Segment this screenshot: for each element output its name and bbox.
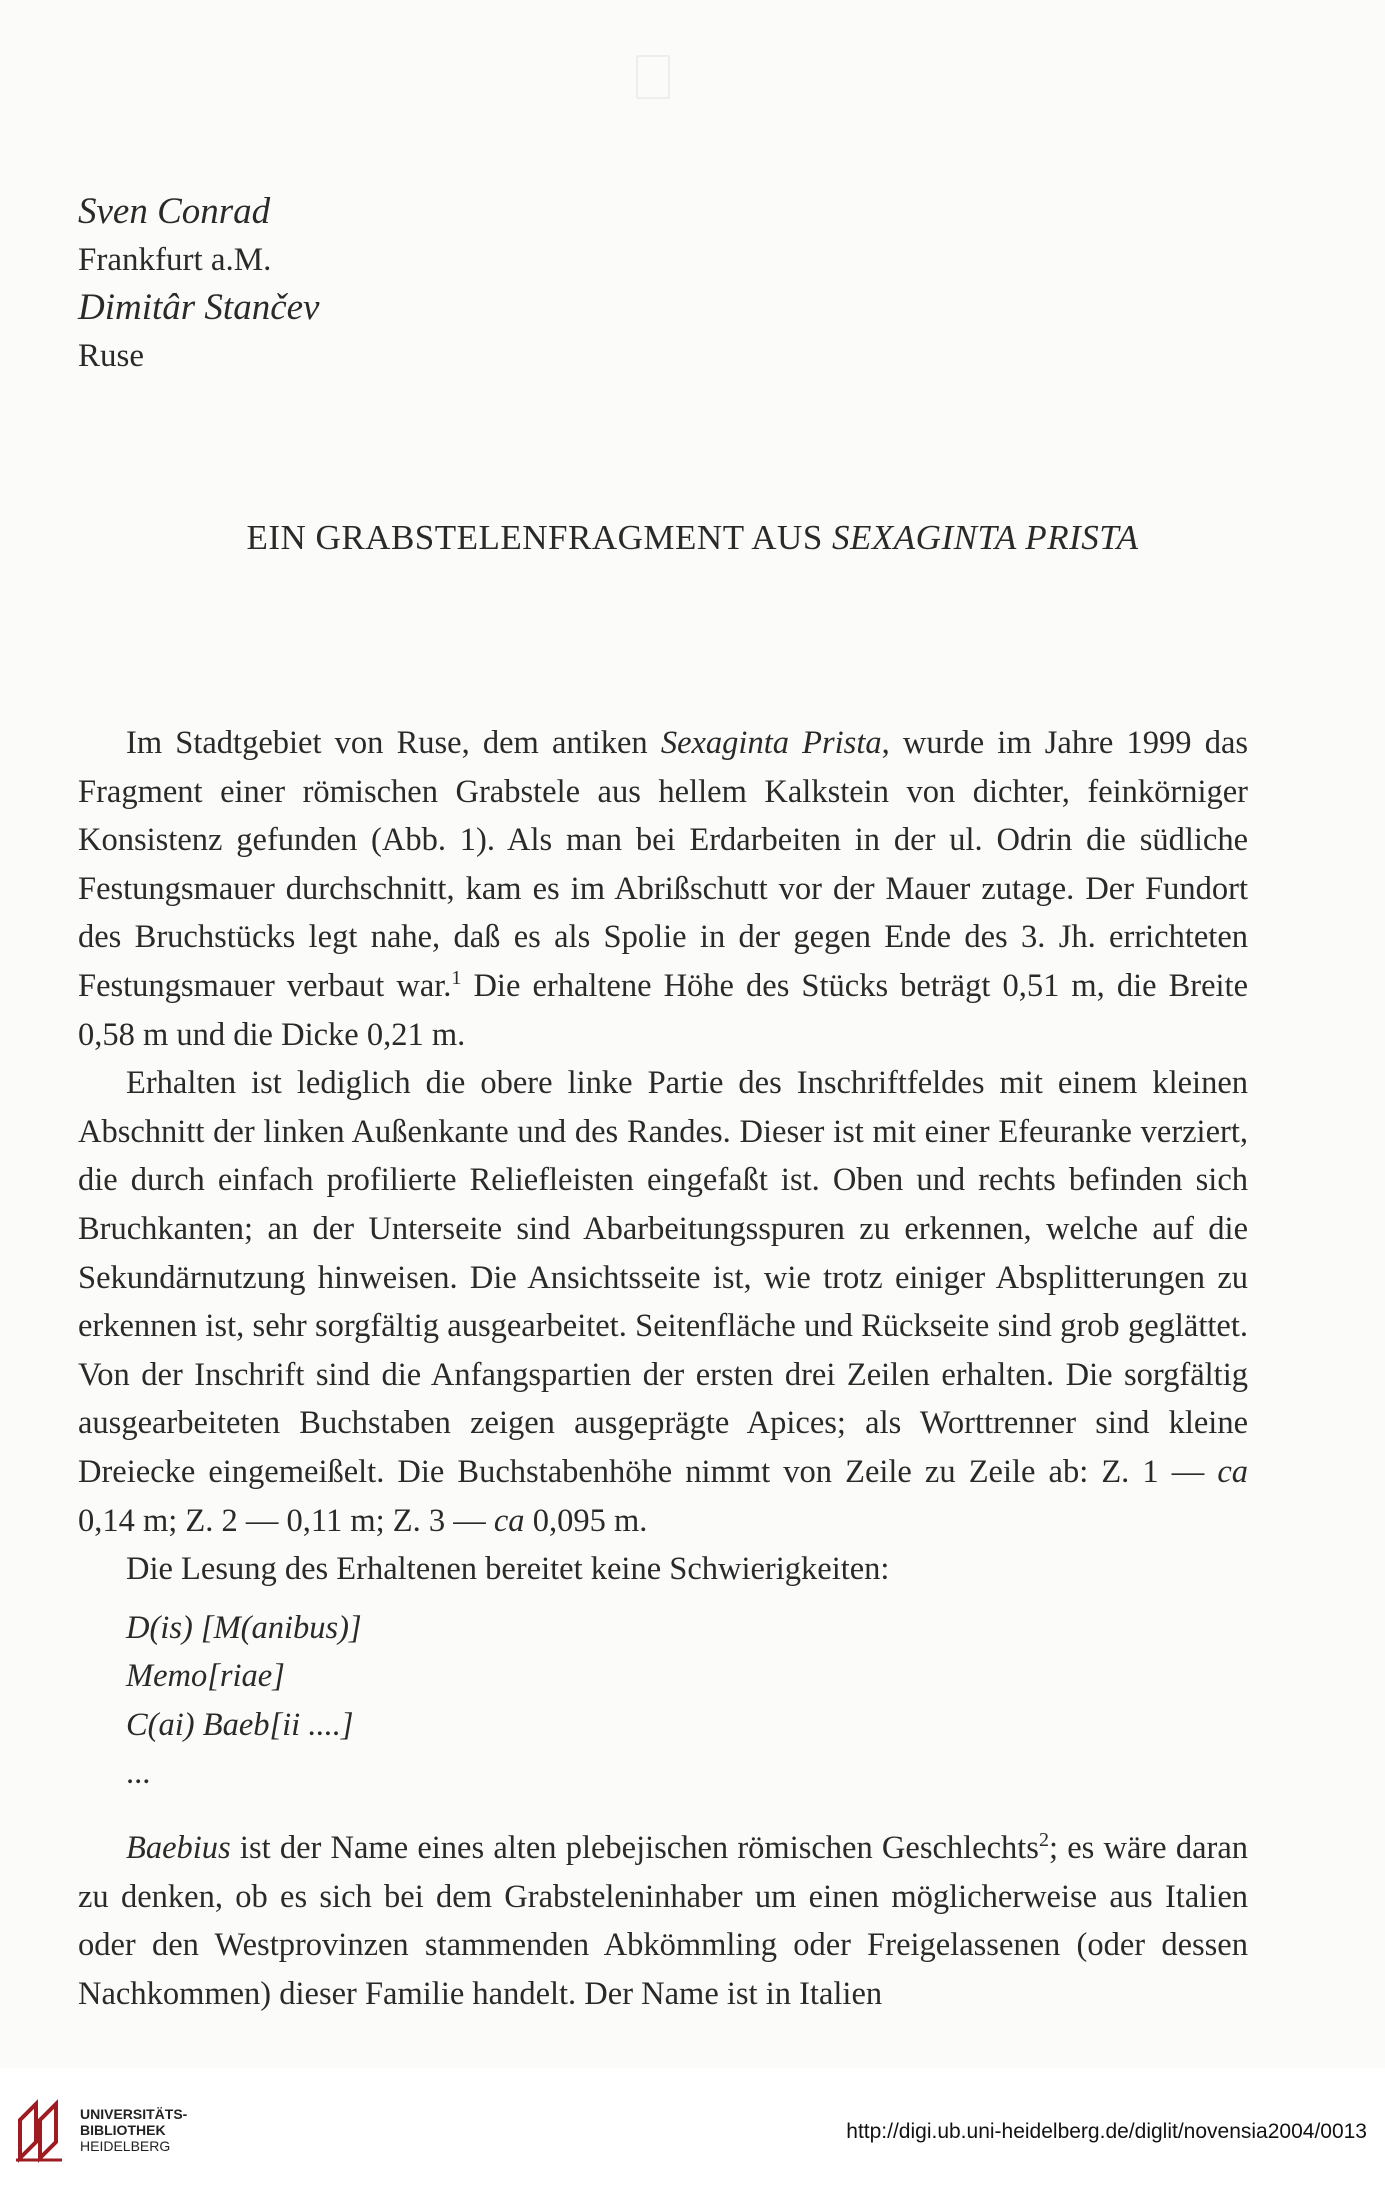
footnote-ref: 1 bbox=[451, 967, 462, 990]
inscription-text bbox=[126, 1604, 1248, 1750]
author-place: Frankfurt a.M. bbox=[78, 242, 272, 278]
library-name: UNIVERSITÄTS- BIBLIOTHEK HEIDELBERG bbox=[80, 2106, 188, 2154]
inscription-line: C(ai) Baeb[ii ....] bbox=[126, 1706, 354, 1743]
page-mark bbox=[636, 55, 670, 99]
paragraph: Erhalten ist lediglich die obere linke Partie des Inschriftfeldes mit einem kleinen Abschnitt der linken Außenkante und des Randes. Dieser ist mit einer Efeuranke verziert, die durch einfach profilierte Reliefleisten eingefaßt ist. Oben und rechts befinden sich Bruchkanten; an der Unterseite sind Abarbeitungsspuren zu erkennen, welche auf die Sekundärnutzung hinweisen. Die Ansichtsseite ist, wie trotz einiger Absplitterungen zu erkennen ist, sehr sorgfältig ausgearbeitet. Seitenfläche und Rückseite sind grob geglättet. Von der Inschrift sind die Anfangspartien der ersten drei Zeilen erhalten. Die sorgfältig ausgearbeiteten Buchstaben zeigen ausgeprägte Apices; als Worttrenner sind kleine Dreiecke eingemeißelt. Die Buchstabenhöhe nimmt von Zeile zu Zeile ab: Z. 1 — ca 0,14 m; Z. 2 — 0,11 m; Z. 3 — ca 0,095 m. bbox=[78, 1065, 1248, 1539]
article-body bbox=[78, 719, 1248, 2018]
footnote-ref: 2 bbox=[1038, 1829, 1049, 1852]
inscription-line: D(is) [M(anibus)] bbox=[126, 1609, 362, 1646]
author-block bbox=[78, 188, 319, 380]
inscription-line: Memo[riae] bbox=[126, 1658, 285, 1695]
source-url-link[interactable]: http://digi.ub.uni-heidelberg.de/diglit/novensia2004/0013 bbox=[846, 2120, 1367, 2143]
paragraph: Baebius ist der Name eines alten plebejischen römischen Geschlechts$^2$; es wäre daran zu denken, ob es sich bei dem Grabsteleninhaber um einen möglicherweise aus Italien oder den Westprovinzen stammenden Abkömmling oder Freigelassenen (oder dessen Nachkommen) dieser Familie handelt. Der Name ist in Italien bbox=[78, 1829, 1248, 2012]
university-library-logo-icon bbox=[12, 2098, 68, 2164]
author-place: Ruse bbox=[78, 338, 144, 374]
author-name: Dimitâr Stančev bbox=[78, 287, 320, 328]
paragraph: Die Lesung des Erhaltenen bereitet keine Schwierigkeiten: bbox=[126, 1551, 890, 1588]
inscription-ellipsis: ... bbox=[126, 1755, 151, 1792]
paragraph: Im Stadtgebiet von Ruse, dem antiken Sexaginta Prista, wurde im Jahre 1999 das Fragment einer römischen Grabstele aus hellem Kalkstein von dichter, feinkörniger Konsistenz gefunden (Abb. 1). Als man bei Erdarbeiten in der ul. Odrin die südliche Festungsmauer durchschnitt, kam es im Abrißschutt vor der Mauer zutage. Der Fundort des Bruchstücks legt nahe, daß es als Spolie in der gegen Ende des 3. Jh. errichteten Festungsmauer verbaut war.$^1$ Die erhaltene Höhe des Stücks beträgt 0,51 m, die Breite 0,58 m und die Dicke 0,21 m. bbox=[78, 725, 1249, 1053]
author-name: Sven Conrad bbox=[78, 191, 271, 232]
article-title: EIN GRABSTELENFRAGMENT AUS SEXAGINTA PRISTA bbox=[246, 518, 1139, 557]
